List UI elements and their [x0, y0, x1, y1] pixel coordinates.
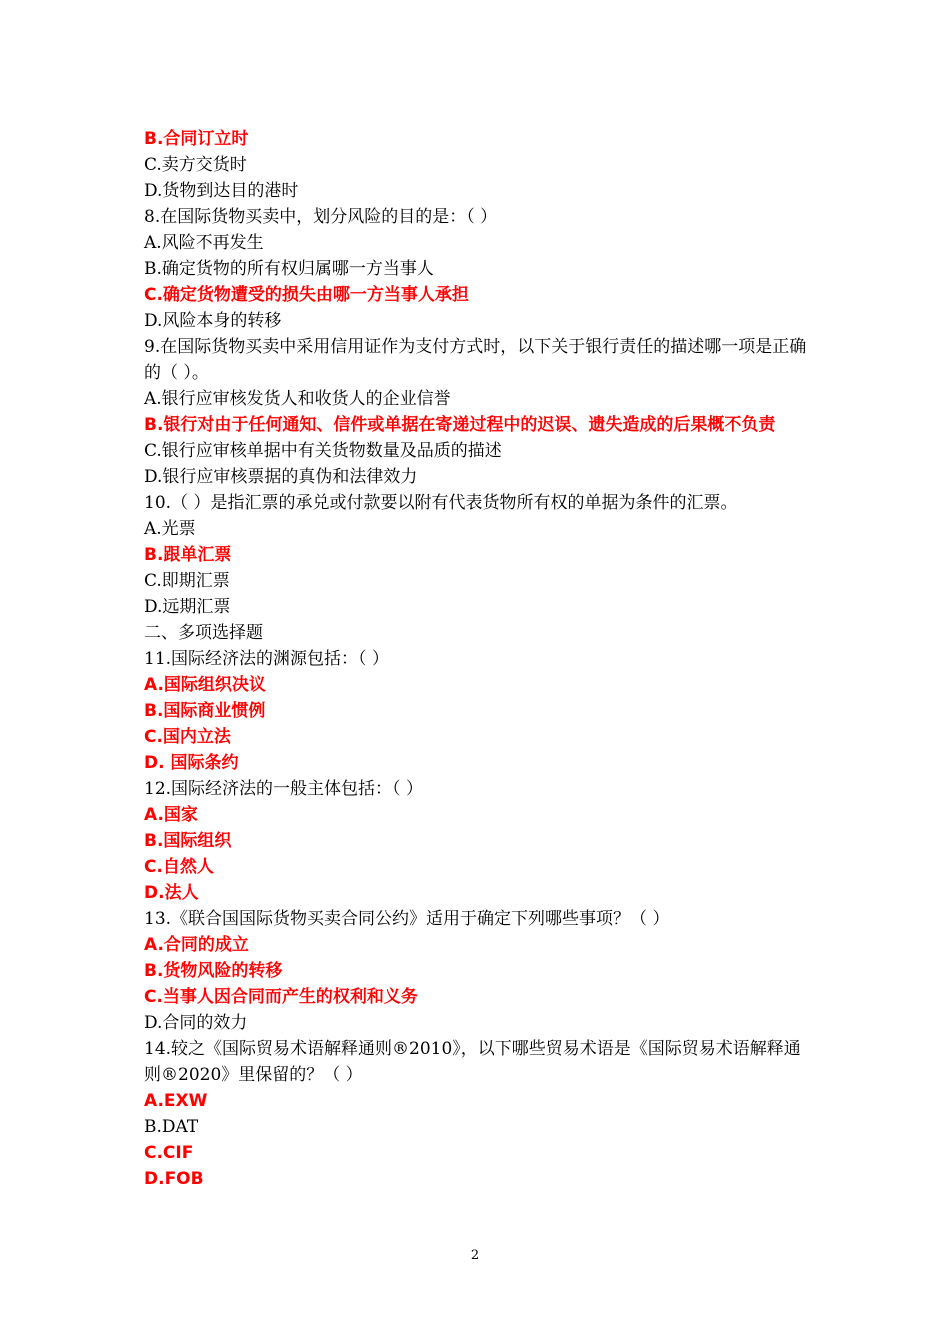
text-line: D.远期汇票 — [144, 597, 231, 617]
answer-line: A.国际组织决议 — [144, 675, 266, 695]
text-line: C.银行应审核单据中有关货物数量及品质的描述 — [144, 441, 502, 461]
answer-line: C.自然人 — [144, 857, 214, 877]
text-line: 14.较之《国际贸易术语解释通则®2010》，以下哪些贸易术语是《国际贸易术语解释通则®2020》里保留的？（ ） — [144, 1039, 801, 1085]
question-list — [144, 126, 816, 1192]
text-line: A.光票 — [144, 519, 196, 539]
text-line: C.卖方交货时 — [144, 155, 247, 175]
answer-line: C.确定货物遭受的损失由哪一方当事人承担 — [144, 285, 469, 305]
answer-line: C.当事人因合同而产生的权利和义务 — [144, 987, 418, 1007]
answer-line: C.CIF — [144, 1143, 194, 1163]
answer-line: D. 国际条约 — [144, 753, 239, 773]
text-line: D.合同的效力 — [144, 1013, 248, 1033]
text-line: B.确定货物的所有权归属哪一方当事人 — [144, 259, 434, 279]
answer-line: B.国际商业惯例 — [144, 701, 266, 721]
answer-line: C.国内立法 — [144, 727, 231, 747]
answer-line: A.国家 — [144, 805, 198, 825]
text-line: 11.国际经济法的渊源包括：（ ） — [144, 649, 389, 669]
text-line: 二、多项选择题 — [144, 623, 263, 643]
answer-line: D.FOB — [144, 1169, 204, 1189]
page-number: 2 — [470, 1248, 480, 1263]
answer-line: A.合同的成立 — [144, 935, 249, 955]
text-line: A.银行应审核发货人和收货人的企业信誉 — [144, 389, 451, 409]
text-line: 9.在国际货物买卖中采用信用证作为支付方式时，以下关于银行责任的描述哪一项是正确的（ ）。 — [144, 337, 807, 383]
answer-line: D.法人 — [144, 883, 199, 903]
text-line: C.即期汇票 — [144, 571, 230, 591]
text-line: 12.国际经济法的一般主体包括：（ ） — [144, 779, 423, 799]
answer-line: B.跟单汇票 — [144, 545, 232, 565]
text-line: A.风险不再发生 — [144, 233, 264, 253]
text-line: 8.在国际货物买卖中，划分风险的目的是：（ ） — [144, 207, 498, 227]
answer-line: B.货物风险的转移 — [144, 961, 283, 981]
text-line: D.银行应审核票据的真伪和法律效力 — [144, 467, 418, 487]
text-line: B.DAT — [144, 1117, 199, 1137]
text-line: 13.《联合国国际货物买卖合同公约》适用于确定下列哪些事项？（ ） — [144, 909, 670, 929]
answer-line: A.EXW — [144, 1091, 208, 1111]
answer-line: B.国际组织 — [144, 831, 232, 851]
answer-line: B.银行对由于任何通知、信件或单据在寄递过程中的迟误、遗失造成的后果概不负责 — [144, 415, 776, 435]
text-line: D.风险本身的转移 — [144, 311, 282, 331]
text-line: D.货物到达目的港时 — [144, 181, 299, 201]
text-line: 10.（ ）是指汇票的承兑或付款要以附有代表货物所有权的单据为条件的汇票。 — [144, 493, 738, 513]
answer-line: B.合同订立时 — [144, 129, 249, 149]
